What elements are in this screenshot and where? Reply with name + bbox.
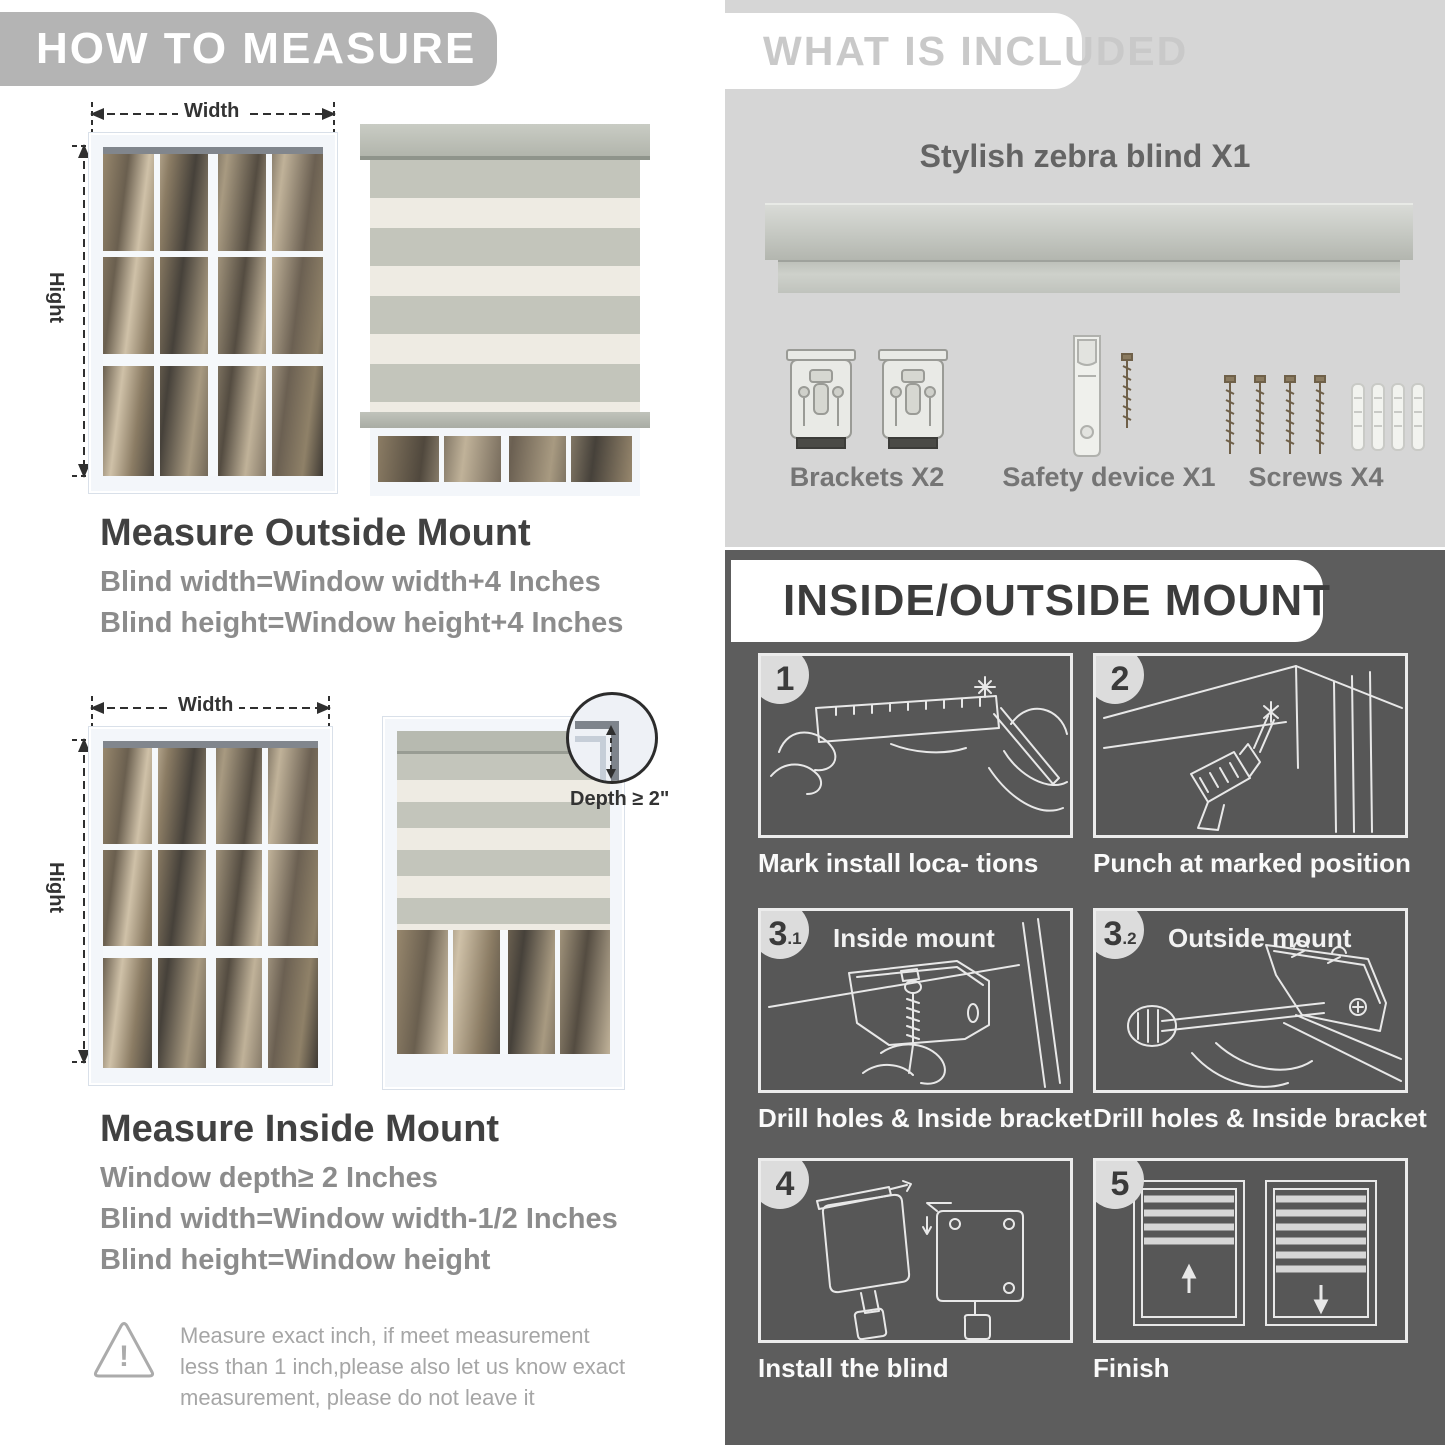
mount-title: INSIDE/OUTSIDE MOUNT <box>783 576 1332 625</box>
inside-mount-title: Measure Inside Mount <box>100 1108 500 1150</box>
zebra-blind-outside-mount <box>360 124 650 496</box>
height-label-inside: Hight <box>44 858 67 917</box>
height-label-outside: Hight <box>44 268 67 327</box>
brackets-caption: Brackets X2 <box>789 462 945 492</box>
step2-number-badge: 2 <box>1093 653 1144 704</box>
step3-2-caption: Drill holes & Inside bracket <box>1093 1103 1427 1133</box>
outside-formula-height: Blind height=Window height+4 Inches <box>100 607 624 639</box>
outside-mount-title: Measure Outside Mount <box>100 512 531 554</box>
screws-caption: Screws X4 <box>1248 462 1384 492</box>
mount-header <box>731 560 1332 642</box>
inside-rule-depth: Window depth≥ 2 Inches <box>100 1162 438 1194</box>
window-illustration-outside <box>88 132 338 494</box>
step-panel-4 <box>758 1158 1073 1343</box>
window-glass <box>103 147 323 476</box>
window-under-blind <box>370 428 640 496</box>
window-illustration-inside <box>88 726 333 1086</box>
inside-formula-height: Blind height=Window height <box>100 1244 491 1276</box>
product-cassette-lower-bar <box>778 260 1400 293</box>
step3-1-number-badge: 3 .1 <box>758 908 809 959</box>
step-panel-3-1 <box>758 908 1073 1093</box>
safety-device-icon <box>1060 332 1150 468</box>
step5-caption: Finish <box>1093 1353 1170 1383</box>
depth-detail-icon <box>569 695 655 781</box>
step1-number-badge: 1 <box>758 653 809 704</box>
product-cassette-bar <box>765 203 1413 260</box>
step3-2-number-badge: 3 .2 <box>1093 908 1144 959</box>
warning-exclamation: ! <box>119 1340 129 1373</box>
safety-device-caption: Safety device X1 <box>1002 462 1216 492</box>
blind-stripes <box>370 160 640 412</box>
step4-number-badge: 4 <box>758 1158 809 1209</box>
step3-1-caption: Drill holes & Inside bracket <box>758 1103 1092 1133</box>
depth-label: Depth ≥ 2" <box>570 788 670 810</box>
step4-caption: Install the blind <box>758 1353 949 1383</box>
what-is-included-section <box>725 0 1445 547</box>
window-glass <box>103 741 318 1068</box>
window-glass <box>397 930 610 1054</box>
step2-caption: Punch at marked position <box>1093 848 1411 878</box>
outside-formula-width: Blind width=Window width+4 Inches <box>100 566 601 598</box>
step3-2-inner-label: Outside mount <box>1168 923 1352 953</box>
depth-magnifier <box>566 692 658 784</box>
step5-number-badge: 5 <box>1093 1158 1144 1209</box>
how-to-measure-title: HOW TO MEASURE <box>36 24 477 73</box>
blind-cassette <box>360 124 650 160</box>
step3-1-inner-label: Inside mount <box>833 923 995 953</box>
how-to-measure-header <box>0 12 497 86</box>
inside-formula-width: Blind width=Window width-1/2 Inches <box>100 1203 618 1235</box>
what-is-included-title: WHAT IS INCLUDED <box>763 28 1189 74</box>
included-blind-name: Stylish zebra blind X1 <box>919 138 1251 174</box>
blind-bottom-rail <box>360 412 650 428</box>
step-panel-3-2 <box>1093 908 1408 1093</box>
step-panel-1 <box>758 653 1073 838</box>
what-is-included-header <box>725 13 1189 89</box>
width-label-outside: Width <box>178 100 245 123</box>
step1-caption: Mark install loca- tions <box>758 848 1039 878</box>
width-label-inside: Width <box>172 694 239 717</box>
inside-outside-mount-section <box>725 547 1445 1445</box>
screws-icon <box>1220 372 1432 464</box>
blind-stripes <box>397 754 610 930</box>
brackets-icon <box>783 346 951 464</box>
warning-text: Measure exact inch, if meet measurement less than 1 inch,please also let us know exact measurement, please do not leave it <box>180 1323 626 1410</box>
step-panel-2 <box>1093 653 1408 838</box>
step-panel-5 <box>1093 1158 1408 1343</box>
